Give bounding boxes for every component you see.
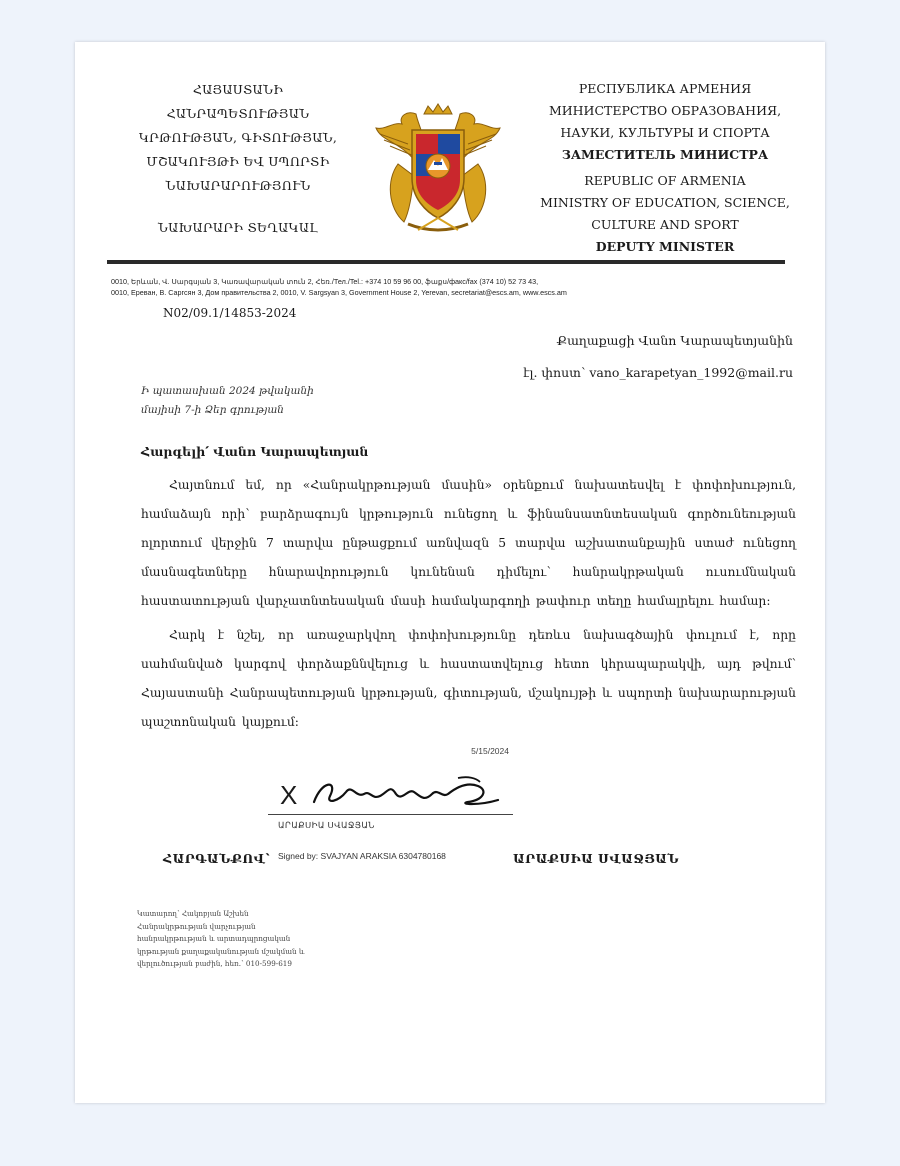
letter-page (75, 42, 825, 1103)
body-paragraph (141, 471, 796, 616)
executor-line: Հանրակրթության վարչության (137, 921, 256, 931)
russian-letterhead (530, 78, 800, 166)
executor-line: Կատարող՝ Հակոբյան Աշխեն (137, 909, 249, 918)
signature-x-mark: X (280, 780, 298, 810)
registration-number: N02/09.1/14853-2024 (163, 306, 297, 320)
russian-line: РЕСПУБЛИКА АРМЕНИЯ (578, 81, 752, 96)
signature-line (268, 814, 513, 815)
executor-line: վերլուծության բաժին, հեռ.՝ 010-599-619 (137, 959, 292, 968)
greeting: Հարգելի՛ Վանո Կարապետյան (141, 444, 369, 459)
armenian-line: ԿՐԹՈՒԹՅԱՆ, ԳԻՏՈՒԹՅԱՆ, (138, 130, 338, 145)
english-letterhead (530, 170, 800, 258)
reference-note (141, 382, 314, 420)
address-block (111, 276, 801, 298)
english-line: MINISTRY OF EDUCATION, SCIENCE, (540, 195, 790, 210)
signer-caption: ԱՐԱՔՍԻԱ ՍՎԱՋՅԱՆ (278, 820, 375, 830)
english-department: DEPUTY MINISTER (595, 239, 735, 254)
armenian-line: ՀԱՆՐԱՊԵՏՈՒԹՅԱՆ (166, 106, 310, 121)
recipient-name: Քաղաքացի Վանո Կարապետյանին (556, 333, 793, 348)
armenian-letterhead (113, 78, 363, 198)
digital-signature-box (268, 742, 513, 867)
address-line: 0010, Ереван, В. Саргсян 3, Дом правительства 2, 0010, V. Sargsyan 3, Government House 2, Yerevan, secretariat@escs.am, www.escs.am (111, 288, 567, 297)
executor-line: կրթության քաղաքականության մշակման և (137, 946, 305, 956)
english-line: REPUBLIC OF ARMENIA (584, 173, 746, 188)
closing-salutation: ՀԱՐԳԱՆՔՈՎ՝ (163, 851, 270, 866)
coat-of-arms-icon (368, 100, 508, 240)
signer-name: ԱՐԱՔՍԻԱ ՍՎԱՋՅԱՆ (513, 851, 680, 866)
recipient-email: էլ. փոստ՝ vano_karapetyan_1992@mail.ru (523, 365, 793, 380)
signature-date: 5/15/2024 (471, 746, 509, 756)
paragraph-text: Հայտնում եմ, որ «Հանրակրթության մասին» օրենքում նախատեսվել է փոփոխություն, համաձայն որի՝ բարձրագույն կրթություն ունեցող և ֆինանսատնտեսական գործունեության ոլորտում վերջին 7 տարվա ընթացքում առնվազն 5 տարվա աշխատանքային ստաժ ունեցող մասնագետները հնարավորություն կունենան դիմելու՝ հանրակրթական ուսումնական հաստատության վարչատնտեսական մասի համակարգողի թափուր տեղը համալրելու համար: (141, 478, 796, 608)
address-line: 0010, Երևան, Վ. Սարգսյան 3, Կառավարական տուն 2, Հեռ./Тел./Tel.: +374 10 59 96 00, ֆաքս/факс/fax (374 10) 52 73 43, (111, 277, 539, 286)
russian-department: ЗАМЕСТИТЕЛЬ МИНИСТРА (561, 147, 769, 162)
english-line: CULTURE AND SPORT (591, 217, 739, 232)
recipient-block (455, 325, 793, 389)
reference-line: մայիսի 7-ի Ձեր գրության (141, 404, 284, 416)
executor-line: հանրակրթության և արտադպրոցական (137, 934, 291, 943)
armenian-department: ՆԱԽԱՐԱՐԻ ՏԵՂԱԿԱԼ (157, 220, 319, 235)
paragraph-text: Հարկ է նշել, որ առաջարկվող փոփոխությունը դեռևս նախագծային փուլում է, որը սահմանված կարգով փորձաքննվելուց և հաստատվելուց հետո կհրապարակվի, այդ թվում՝ Հայաստանի Հանրապետության կրթության, գիտության, մշակույթի և սպորտի նախարարության պաշտոնական կայքում: (141, 628, 796, 729)
reference-line: Ի պատասխան 2024 թվականի (141, 385, 314, 397)
russian-line: НАУКИ, КУЛЬТУРЫ И СПОРТА (560, 125, 770, 140)
armenian-line: ՄՇԱԿՈՒՅԹԻ ԵՎ ՍՊՈՐՏԻ (146, 154, 330, 169)
executor-note (137, 908, 377, 971)
signed-by-text: Signed by: SVAJYAN ARAKSIA 6304780168 (278, 851, 446, 861)
armenian-line: ՀԱՅԱՍՏԱՆԻ (192, 82, 284, 97)
handwritten-signature-icon (308, 772, 508, 814)
russian-line: МИНИСТЕРСТВО ОБРАЗОВАНИЯ, (548, 103, 782, 118)
body-paragraph (141, 621, 796, 737)
letterhead-divider (107, 260, 785, 264)
armenian-line: ՆԱԽԱՐԱՐՈՒԹՅՈՒՆ (165, 178, 311, 193)
